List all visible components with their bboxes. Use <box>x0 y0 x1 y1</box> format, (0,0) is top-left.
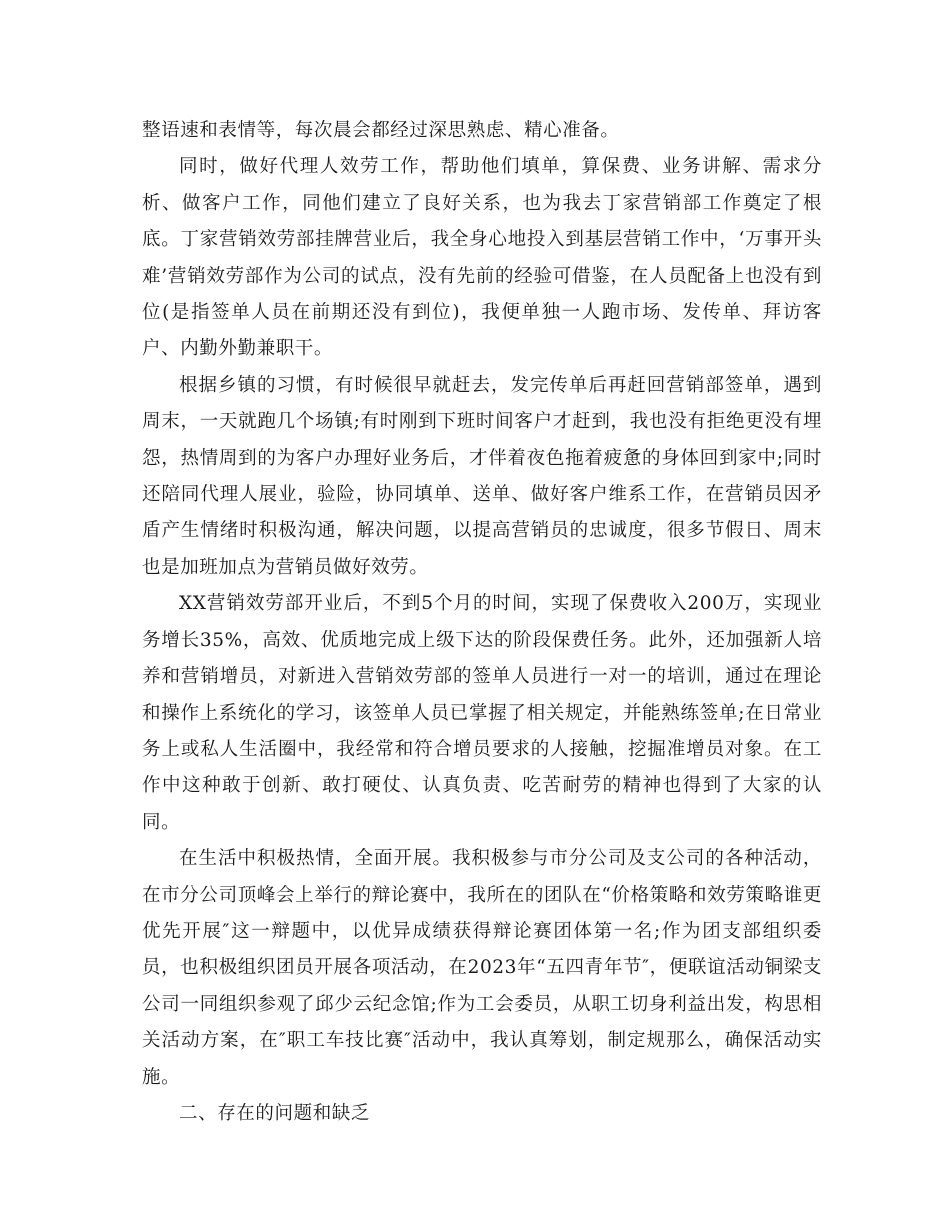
paragraph-township-habits: 根据乡镇的习惯，有时候很早就赶去，发完传单后再赶回营销部签单，遇到周末，一天就跑几个场镇;有时刚到下班时间客户才赶到，我也没有拒绝更没有埋怨，热情周到的为客户办理好业务后，才伴着夜色拖着疲惫的身体回到家中;同时还陪同代理人展业，验险，协同填单、送单、做好客户维系工作，在营销员因矛盾产生情绪时积极沟通，解决问题，以提高营销员的忠诚度，很多节假日、周末也是加班加点为营销员做好效劳。 <box>142 374 822 578</box>
paragraph-agent-service: 同时，做好代理人效劳工作，帮助他们填单，算保费、业务讲解、需求分析、做客户工作，同他们建立了良好关系，也为我去丁家营销部工作奠定了根底。丁家营销效劳部挂牌营业后，我全身心地投入到基层营销工作中，‘万事开头难’营销效劳部作为公司的试点，没有先前的经验可借鉴，在人员配备上也没有到位(是指签单人员在前期还没有到位)，我便单独一人跑市场、发传单、拜访客户、内勤外勤兼职干。 <box>142 156 822 360</box>
section-heading: 二、存在的问题和缺乏 <box>179 1102 371 1124</box>
paragraph-continued: 整语速和表情等，每次晨会都经过深思熟虑、精心准备。 <box>142 120 620 141</box>
paragraph-activities: 在生活中积极热情，全面开展。我积极参与市分公司及支公司的各种活动，在市分公司顶峰会上举行的辩论赛中，我所在的团队在“价格策略和效劳策略谁更优先开展″这一辩题中，以优异成绩获得辩论赛团体第一名;作为团支部组织委员，也积极组织团员开展各项活动，在2023年“五四青年节″，便联谊活动铜梁支公司一同组织参观了邱少云纪念馆;作为工会委员，从职工切身利益出发，构思相关活动方案，在″职工车技比赛″活动中，我认真筹划，制定规那么，确保活动实施。 <box>142 848 822 1088</box>
paragraph-sales-results: XX营销效劳部开业后，不到5个月的时间，实现了保费收入200万，实现业务增长35%，高效、优质地完成上级下达的阶段保费任务。此外，还加强新人培养和营销增员，对新进入营销效劳部的签单人员进行一对一的培训，通过在理论和操作上系统化的学习，该签单人员已掌握了相关规定，并能熟练签单;在日常业务上或私人生活圈中，我经常和符合增员要求的人接触，挖掘准增员对象。在工作中这种敢于创新、敢打硬仗、认真负责、吃苦耐劳的精神也得到了大家的认同。 <box>142 593 822 833</box>
document-body <box>142 113 822 1132</box>
